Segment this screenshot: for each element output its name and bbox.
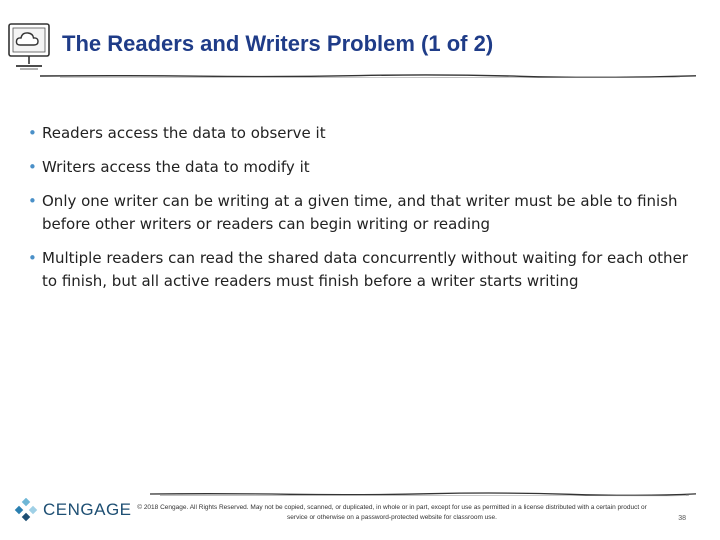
brand-name: CENGAGE: [43, 500, 132, 519]
list-item: [28, 122, 690, 145]
copyright-notice: © 2018 Cengage. All Rights Reserved. May not be copied, scanned, or duplicated, in whole or in part, except for use as permitted in a license distributed with a certain product or service or otherwise on a password-protected website for classroom use.: [137, 504, 647, 521]
bullet-marker: •: [28, 192, 37, 210]
bullet-text: Writers access the data to modify it: [42, 158, 310, 176]
bullet-text: Only one writer can be writing at a given time, and that writer must be able to finish before other writers or readers can begin writing or reading: [42, 192, 678, 233]
list-item: [28, 156, 690, 179]
title-divider: [40, 72, 696, 80]
bullet-list: [28, 122, 690, 304]
bullet-text: Multiple readers can read the shared data concurrently without waiting for each other to finish, but all active readers must finish before a writer starts writing: [42, 249, 688, 290]
monitor-cloud-icon: [6, 18, 58, 74]
bullet-marker: •: [28, 124, 37, 142]
bullet-marker: •: [28, 158, 37, 176]
bullet-marker: •: [28, 249, 37, 267]
cengage-brand: [14, 495, 132, 525]
list-item: [28, 190, 690, 236]
list-item: [28, 247, 690, 293]
bullet-text: Readers access the data to observe it: [42, 124, 326, 142]
page-number: 38: [678, 515, 686, 522]
page-title: The Readers and Writers Problem (1 of 2): [62, 31, 494, 56]
cengage-logo-icon: [14, 498, 38, 522]
footer-divider: [150, 490, 696, 498]
